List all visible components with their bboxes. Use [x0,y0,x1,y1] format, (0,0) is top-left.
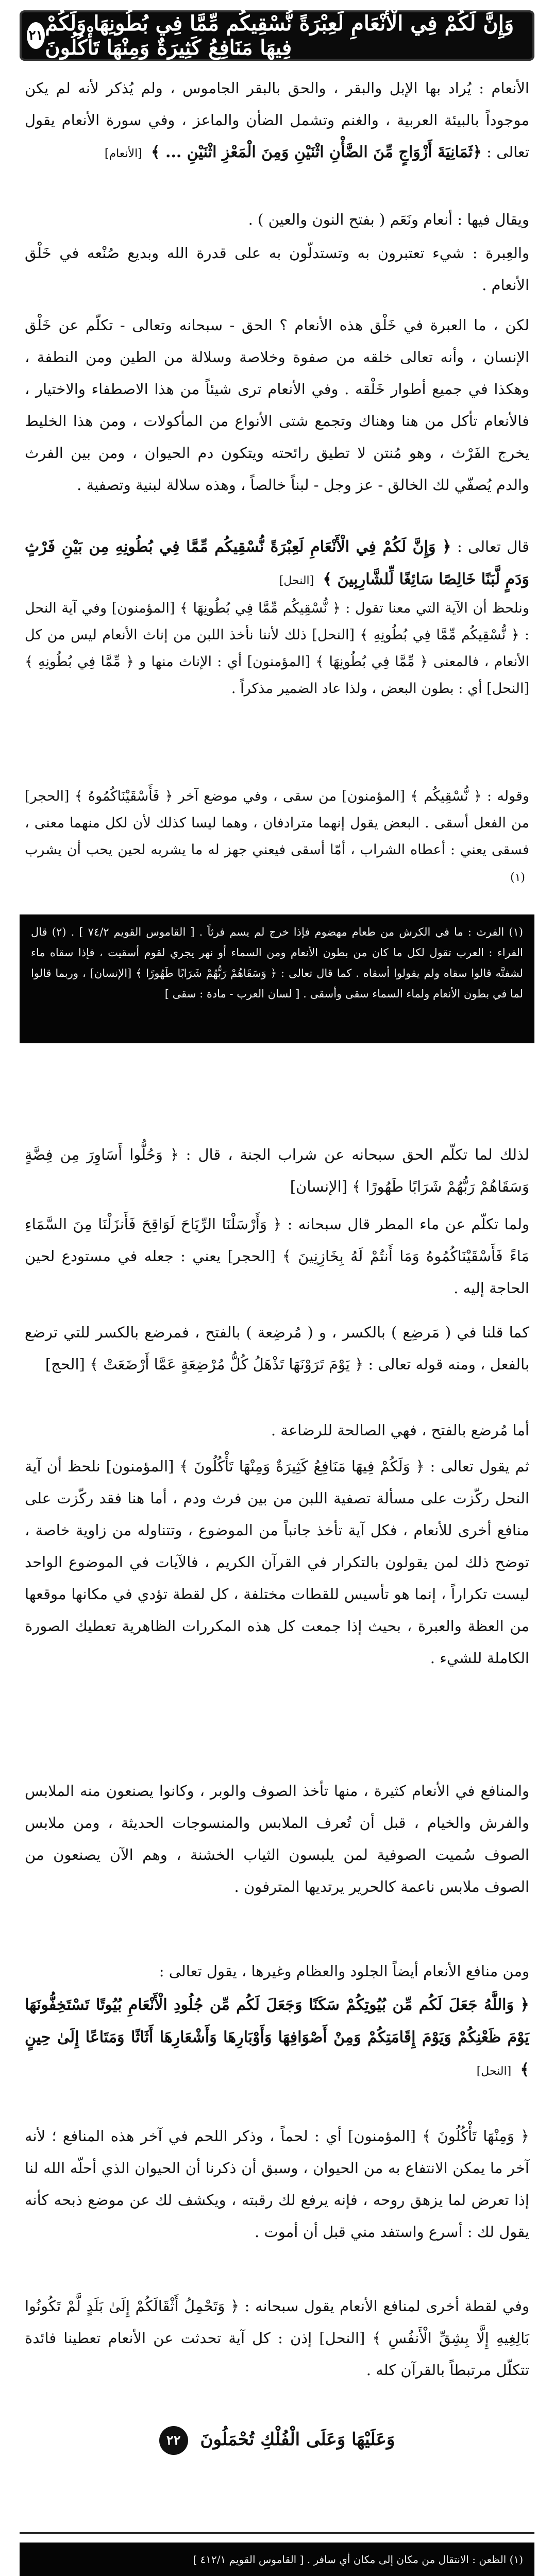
body-paragraph-1: لكن ، ما العبرة في خَلْق هذه الأنعام ؟ الحق - سبحانه وتعالى - تكلّم عن خَلْق الإنسان ، وأنه تعالى خلقه من صفوة وخلاصة وسلالة من الطين ومن النطفة ، وهكذا في جميع أطوار خَلْقه . وفي الأنعام ترى شيئاً من هذا الاصطفاء والاختيار ، فالأنعام تأكل من هنا وهناك وتجمع شتى الأنواع من المأكولات ، ومن هذا الخليط يخرج الفَرْث ، وهو مُنتن لا تطيق رائحته ويتكون دم الحيوان ، ومن بين الفرث والدم يُصفّي لك الخالق - عز وجل - لبناً خالصاً ، وهذه سلالة لبنية وتصفية . [25,316,530,494]
body-paragraph-2: ونلحظ أن الآية التي معنا تقول : ﴿ نُّسْقِيكُم مِّمَّا فِي بُطُونِهَا ﴾ [المؤمنون] وفي آية النحل : ﴿ نُّسْقِيكُم مِّمَّا فِي بُطُونِهِ ﴾ [النحل] ذلك لأننا نأخذ اللبن من إناث الأنعام ليس من كل الأنعام ، فالمعنى ﴿ مِّمَّا فِي بُطُونِهَا ﴾ [المؤمنون] أي : الإناث منها و ﴿ مِّمَّا فِي بُطُونِهِ ﴾ [النحل] أي : بطون البعض ، ولذا عاد الضمير مذكراً . [25,600,529,697]
intro-paragraph [25,72,529,170]
ibra-line: والعِبرة : شيء تعتبرون به وتستدلّون به على قدرة الله وبديع صُنْعه في خَلْق الأنعام . [25,244,529,294]
header-verse-number: ٢١ [27,22,45,49]
verse-2: ﴿ وَإِنَّ لَكُمْ فِي الْأَنْعَامِ لَعِبْرَةً نُّسْقِيكُم مِّمَّا فِي بُطُونِهِ مِن بَيْنِ فَرْثٍ وَدَمٍ لَّبَنًا خَالِصًا سَائِغًا لِّلشَّارِبِينَ ﴾ [25,538,529,588]
page2-paragraph-9: وفي لقطة أخرى لمنافع الأنعام يقول سبحانه : ﴿ وَتَحْمِلُ أَثْقَالَكُمْ إِلَىٰ بَلَدٍ لَّمْ تَكُونُوا بَالِغِيهِ إِلَّا بِشِقِّ الْأَنفُسِ ﴾ [النحل] إذن : كل آية تحدثت عن الأنعام تعطينا فائدة تتكلّل مرتبطاً بالقرآن كله . [25,2297,529,2379]
page2-paragraph-3: كما قلنا في ( مَرضِع ) بالكسر ، و ( مُرضِعة ) بالفتح ، فمرضع بالكسر للتي ترضع بالفعل ، ومنه قوله تعالى : ﴿ يَوْمَ تَرَوْنَهَا تَذْهَلُ كُلُّ مُرْضِعَةٍ عَمَّا أَرْضَعَتْ ﴾ [الحج] [25,1324,529,1373]
closing-verse [25,2424,529,2455]
intro-text: الأنعام : يُراد بها الإبل والبقر ، والحق بالبقر الجاموس ، ولم يُذكر لأنه لم يكن موجوداً بالبيئة العربية ، والغنم وتشمل الضأن والماعز ، وفي سورة الأنعام يقول تعالى : [25,79,529,161]
para3-text: وقوله : ﴿ نُّسْقِيكُم ﴾ [المؤمنون] من سقى ، وفي موضع آخر ﴿ فَأَسْقَيْنَاكُمُوهُ ﴾ [الحجر] من الفعل أسقى . البعض يقول إنهما مترادفان ، وهما ليسا كذلك لأن لكل منهما معنى ، فسقى يعني : أعطاه الشراب ، أمّا أسقى فيعني جهز له ما يشربه لحين يحب أن يشرب [25,788,529,858]
header-verse-text: وَإِنَّ لَكُمْ فِي الْأَنْعَامِ لَعِبْرَةً نُّسْقِيكُم مِّمَّا فِي بُطُونِهَا وَلَكُمْ فِيهَا مَنَافِعُ كَثِيرَةٌ وَمِنْهَا تَأْكُلُونَ [45,11,514,60]
footnote-separator [20,2532,534,2534]
qual-label: قال تعالى : [457,538,529,555]
footnotes-1-text: (١) الفرث : ما في الكرش من طعام مهضوم فإذا خرج لم يسم فرثاً . [ القاموس القويم ٧٤/٢ ] . (٢) قال الفراء : العرب تقول لكل ما كان من بطون الأنعام ومن السماء أو نهر يجري لقوم أسقيت ، فإذا سقاه ماء لشفتَّه قالوا سقاه ولم يقولوا أسقاه . كما قال تعالى : ﴿ وَسَقَاهُمْ رَبُّهُمْ شَرَابًا طَهُورًا ﴾ [الإنسان] ، وربما قالوا لما في بطون الأنعام ولماء السماء سقى وأسقى . [ لسان العرب - مادة : سقى ] [31,926,523,1000]
header-verse-band [20,10,534,61]
naam-line: ويقال فيها : أنعام ونَعَم ( بفتح النون والعين ) . [248,211,529,228]
page2-paragraph-2: ولما تكلّم عن ماء المطر قال سبحانه : ﴿ وَأَرْسَلْنَا الرِّيَاحَ لَوَاقِحَ فَأَنزَلْنَا مِنَ السَّمَاءِ مَاءً فَأَسْقَيْنَاكُمُوهُ وَمَا أَنتُمْ لَهُ بِخَازِنِينَ ﴾ [الحجر] يعني : جعله في مستودع لحين الحاجة إليه . [25,1215,529,1297]
page2-verse-ref: [النحل] [476,2065,512,2078]
verse-2-ref: [النحل] [279,574,314,587]
page2-paragraph-5: ثم يقول تعالى : ﴿ وَلَكُمْ فِيهَا مَنَافِعُ كَثِيرَةٌ وَمِنْهَا تَأْكُلُونَ ﴾ [المؤمنون] نلحظ أن آية النحل ركّزت على مسألة تصفية اللبن من بين فرث ودم ، أما هنا فقد ركّزت على منافع أخرى للأنعام ، فكل آية تأخذ جانباً من الموضوع ، وتتناوله من زاوية خاصة ، توضح ذلك لمن يقولون بالتكرار في القرآن الكريم ، فالآيات في الموضوع الواحد ليست تكراراً ، إنما هو تأسيس للقطات مختلفة ، كل لقطة تؤدي في مكانها موقعها من العظة والعبرة ، بحيث إذا جمعت كل هذه المكررات الظاهرية تعطيك الصورة الكاملة للشيء . [25,1458,529,1667]
qual-verse-block [25,531,529,597]
page2-verse-block [25,1989,529,2088]
closing-verse-text: وَعَلَيْهَا وَعَلَى الْفُلْكِ تُحْمَلُونَ [200,2429,395,2450]
para3-footnote-mark: (١) [510,871,525,884]
closing-verse-number: ٢٢ [159,2426,188,2455]
intro-verse: ﴿ثَمَانِيَةَ أَزْوَاجٍ مِّنَ الضَّأْنِ اثْنَيْنِ وَمِنَ الْمَعْزِ اثْنَيْنِ ... ﴾ [150,143,482,161]
page-one [0,0,554,781]
page2-paragraph-8: ﴿ وَمِنْهَا تَأْكُلُونَ ﴾ [المؤمنون] أي : لحماً ، وذكر اللحم في آخر هذه المنافع ؛ لأنه آخر ما يمكن الانتفاع به من الحيوان ، وسبق أن ذكرنا أن الحيوان الذي أحلّه الله لنا إذا تعرض لما يزهق روحه ، فإنه يرفع لك رقبته ، ويكشف لك عن موضع ذبحه كأنه يقول لك : أسرع واستفد مني قبل أن أموت . [25,2127,529,2241]
page2-paragraph-4: أما مُرضع بالفتح ، فهي الصالحة للرضاعة . [271,1421,529,1439]
footnotes-band-2 [20,2543,534,2576]
page2-paragraph-7: ومن منافع الأنعام أيضاً الجلود والعظام وغيرها ، يقول تعالى : [159,1962,529,1980]
page2-paragraph-1: لذلك لما تكلّم الحق سبحانه عن شراب الجنة ، قال : ﴿ وَحُلُّوا أَسَاوِرَ مِن فِضَّةٍ وَسَقَاهُمْ رَبُّهُمْ شَرَابًا طَهُورًا ﴾ [الإنسان] [25,1146,529,1195]
intro-verse-ref: [الأنعام] [104,147,142,160]
page2-verse: ﴿ وَاللَّهُ جَعَلَ لَكُم مِّن بُيُوتِكُمْ سَكَنًا وَجَعَلَ لَكُم مِّن جُلُودِ الْأَنْعَامِ بُيُوتًا تَسْتَخِفُّونَهَا يَوْمَ ظَعْنِكُمْ وَيَوْمَ إِقَامَتِكُمْ وَمِنْ أَصْوَافِهَا وَأَوْبَارِهَا وَأَشْعَارِهَا أَثَاثًا وَمَتَاعًا إِلَىٰ حِينٍ ﴾ [25,1996,529,2079]
page2-paragraph-6: والمنافع في الأنعام كثيرة ، منها تأخذ الصوف والوبر ، وكانوا يصنعون منه الملابس والفرش والخيام ، قبل أن تُعرف الملابس والمنسوجات الحديثة ، ومن ملابس الصوف سُميت الصوفية لمن يلبسون الثياب الخشنة ، وهم الآن يصنعون من الصوف ملابس ناعمة كالحرير يرتديها المترفون . [25,1782,529,1895]
body-paragraph-3 [25,783,529,891]
footnotes-band-1 [20,914,534,1043]
footnotes-2-text: (١) الظعن : الانتقال من مكان إلى مكان أي سافر . [ القاموس القويم ٤١٢/١ ] [193,2553,523,2566]
